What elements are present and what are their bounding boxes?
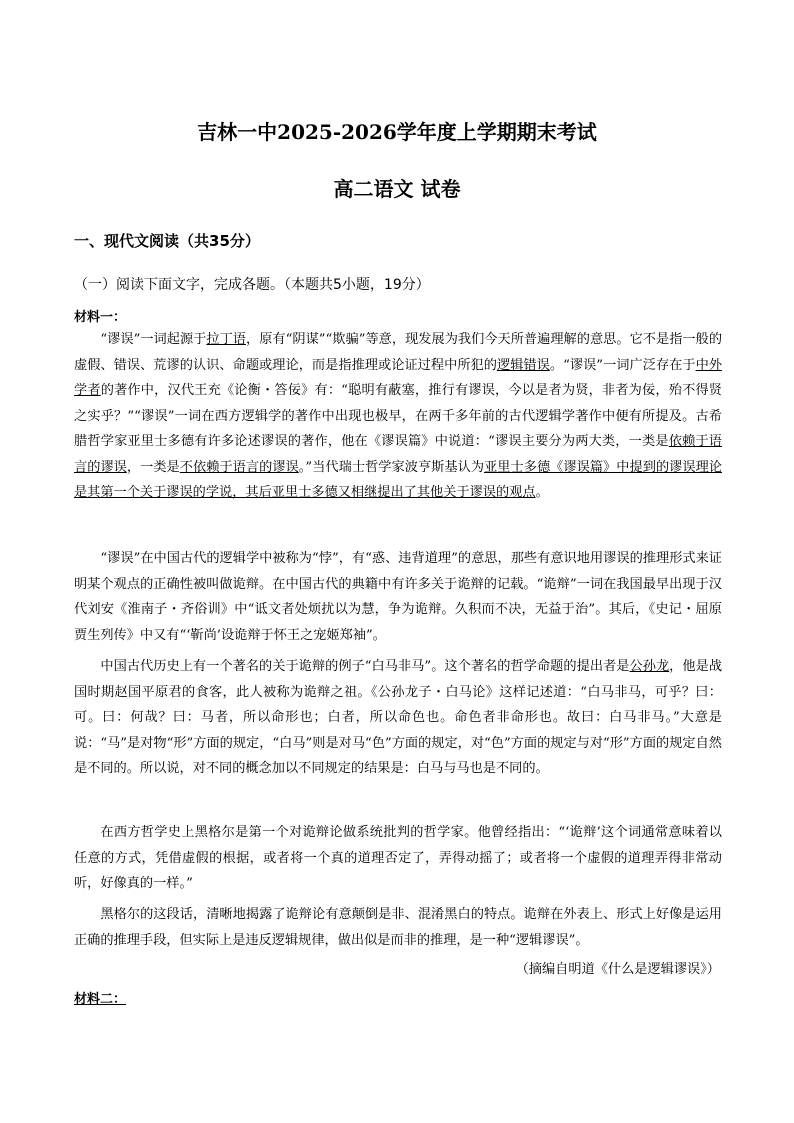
text-run: 。”当代瑞士哲学家波亨斯基认为 bbox=[298, 459, 485, 475]
source-citation: （摘编自明道《什么是逻辑谬误》） bbox=[515, 962, 720, 977]
material1-paragraph-1 bbox=[74, 327, 722, 506]
underlined-text: 依赖于语言的谬误 bbox=[74, 434, 722, 475]
underlined-text: 不依赖于语言的谬误 bbox=[179, 459, 299, 475]
underlined-text: 公孙龙 bbox=[629, 659, 670, 674]
material2-label: 材料二： bbox=[74, 992, 127, 1007]
text-run: “谬误”一词起源于 bbox=[100, 332, 207, 347]
underlined-text: 逻辑错误 bbox=[497, 357, 550, 373]
text-run: ，一类是 bbox=[126, 459, 180, 475]
underlined-text: 中外学者 bbox=[74, 357, 723, 398]
underlined-text: 拉丁语 bbox=[206, 332, 246, 347]
exam-subtitle: 高二语文 试卷 bbox=[333, 177, 461, 201]
paragraph-text: 黑格尔的这段话，清晰地揭露了诡辩论有意颠倒是非、混淆黑白的特点。诡辩在外表上、形式上好像是运用正确的推理手段，但实际上是违反逻辑规律，做出似是而非的推理，是一种“逻辑谬误”。 bbox=[74, 907, 722, 948]
text-run: 的著作中，汉代王充《论衡・答佞》有：“聪明有蔽塞，推行有谬误，今以是者为贤，非者为佞，殆不得贤之实乎？”“谬误”一词在西方逻辑学的著作中出现也极早，在两千多年前的古代逻辑学著作中便有所提及。古希腊哲学家亚里士多德有许多论述谬误的著作，他在《谬误篇》中说道：“谬误主要分为两大类，一类是 bbox=[74, 383, 722, 449]
material1-paragraph-3 bbox=[74, 654, 722, 782]
part-instruction: （一）阅读下面文字，完成各题。（本题共5小题，19分） bbox=[74, 277, 430, 293]
paragraph-text: “谬误”在中国古代的逻辑学中被称为“悖”，有“惑、违背道理”的意思，那些有意识地用谬误的推理形式来证明某个观点的正确性被叫做诡辩。在中国古代的典籍中有许多关于诡辩的记载。“诡辩”一词在我国最早出现于汉代刘安《淮南子・齐俗训》中“诋文者处烦扰以为慧，争为诡辩。久积而不决，无益于治”。其后，《史记・屈原贾生列传》中又有“‘靳尚’设诡辩于怀王之宠姬郑袖”。 bbox=[74, 551, 722, 643]
material1-paragraph-4 bbox=[74, 820, 722, 897]
paragraph-text: 在西方哲学史上黑格尔是第一个对诡辩论做系统批判的哲学家。他曾经指出：“‘诡辩’这个词通常意味着以任意的方式，凭借虚假的根据，或者将一个真的道理否定了，弄得动摇了；或者将一个虚假的道理弄得非常动听，好像真的一样。” bbox=[74, 825, 722, 891]
text-run: ，原有“阴谋”“欺骗”等意，现发展为我们今天所普遍理解的意思。它不是指一般的虚假、错误、荒谬的认识、命题或理论，而是指推理或论证过程中所犯的 bbox=[74, 332, 723, 373]
exam-title: 吉林一中2025-2026学年度上学期期末考试 bbox=[197, 120, 597, 144]
text-run: 。 bbox=[535, 485, 549, 500]
text-run: 。“谬误”一词广泛存在于 bbox=[549, 357, 696, 373]
material1-label: 材料一： bbox=[74, 310, 127, 325]
material1-paragraph-5 bbox=[74, 902, 722, 953]
section-heading: 一、现代文阅读（共35分） bbox=[74, 232, 260, 250]
underlined-text: 亚里士多德《谬误篇》中提到的谬误理论是其第一个关于谬误的学说，其后亚里士多德又相继提出了其他关于谬误的观点 bbox=[74, 459, 723, 500]
material1-paragraph-2 bbox=[74, 546, 722, 648]
text-run: ，他是战国时期赵国平原君的食客，此人被称为诡辩之祖。《公孙龙子・白马论》这样记述道：“白马非马，可乎？曰：可。曰：何哉？曰：马者，所以命形也；白者，所以命色也。命色者非命形也。故曰：白马非马。”大意是说：“马”是对物“形”方面的规定，“白马”则是对马“色”方面的规定，对“色”方面的规定与对“形”方面的规定自然是不同的。所以说，对不同的概念加以不同规定的结果是：白马与马也是不同的。 bbox=[74, 659, 723, 776]
text-run: 中国古代历史上有一个著名的关于诡辩的例子“白马非马”。这个著名的哲学命题的提出者是 bbox=[100, 659, 630, 674]
